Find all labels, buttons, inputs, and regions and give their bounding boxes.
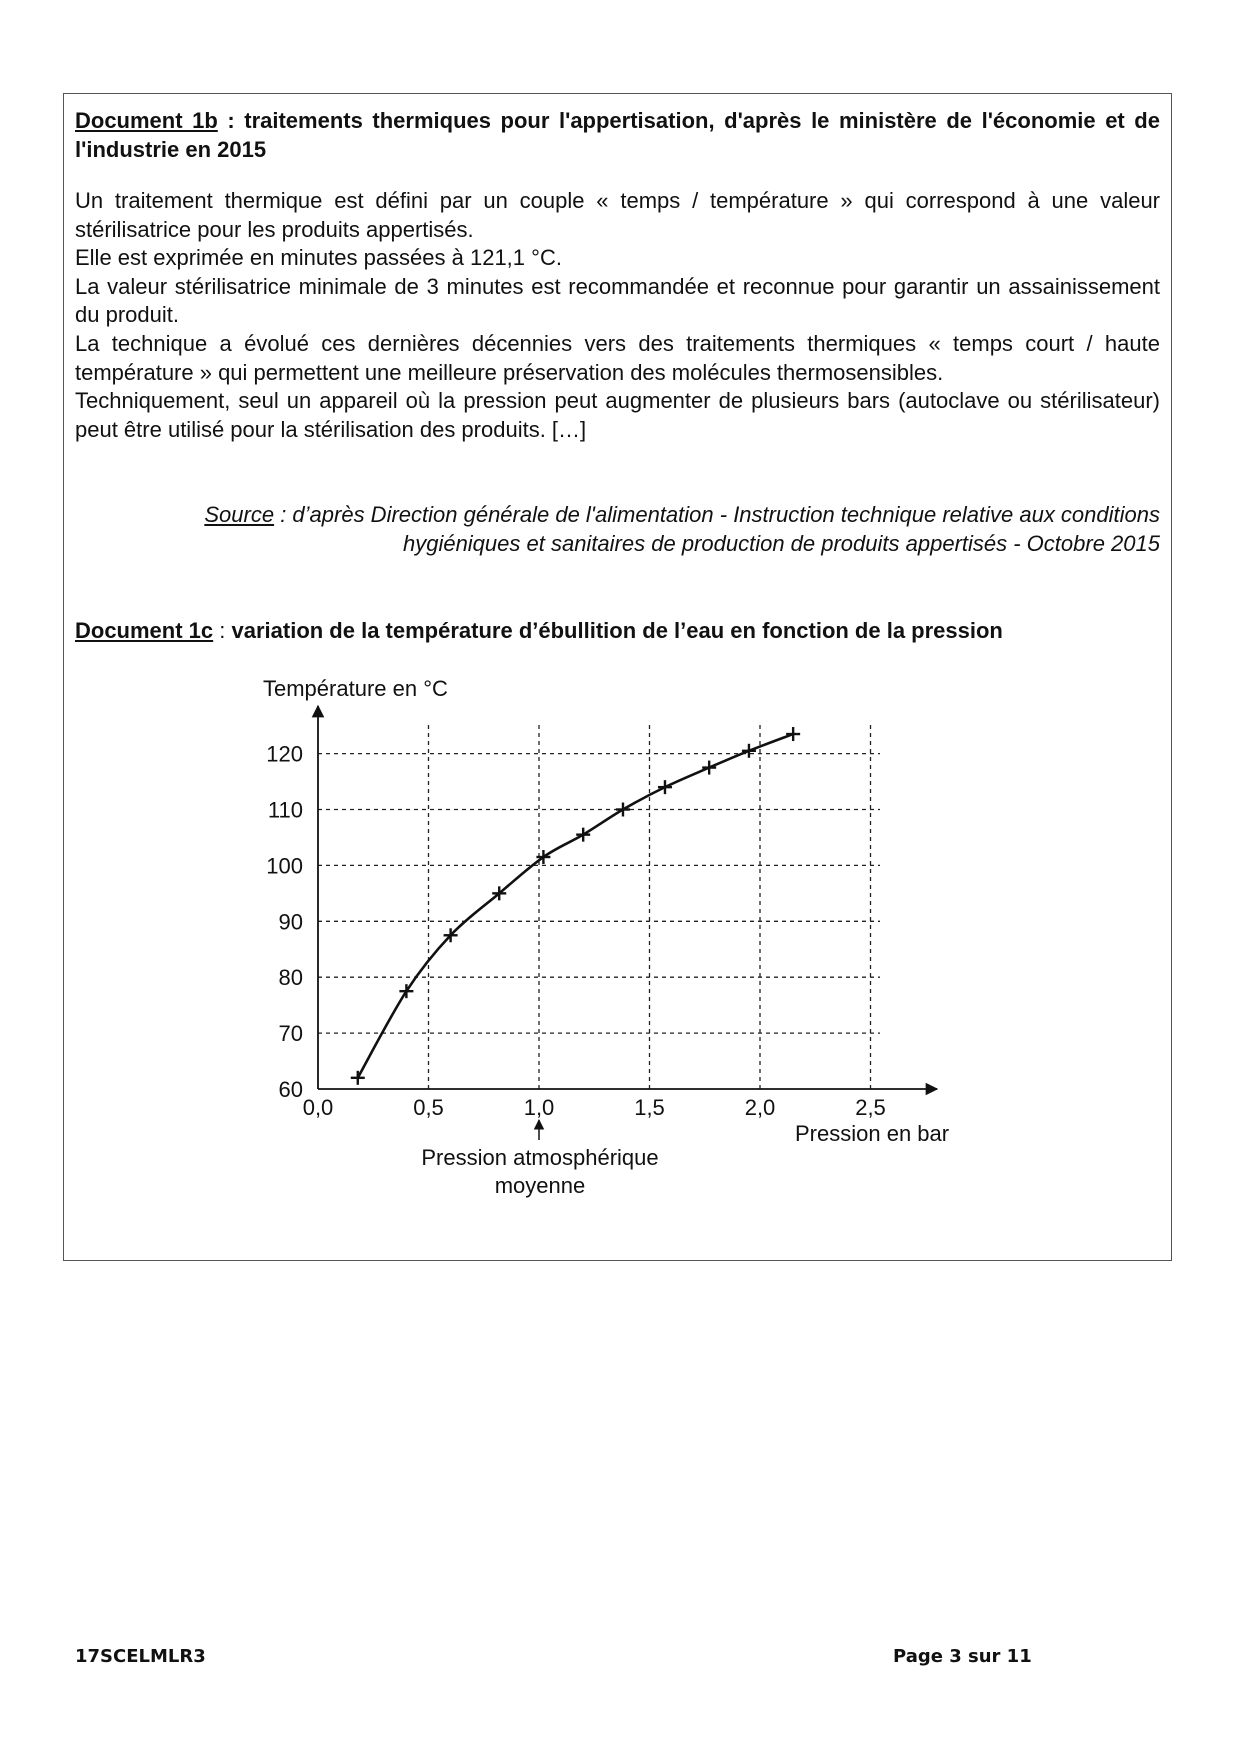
data-point	[351, 1071, 365, 1085]
doc-1b-paragraph: Techniquement, seul un appareil où la pression peut augmenter de plusieurs bars (autoclave ou stérilisateur) peut être utilisé pour la stérilisation des produits. […]	[75, 388, 1160, 442]
data-point	[786, 727, 800, 741]
doc-1c-label: Document 1c	[75, 618, 214, 643]
y-tick-label: 80	[278, 965, 303, 991]
doc-1b-paragraph: Elle est exprimée en minutes passées à 121,1 °C.	[75, 245, 562, 271]
data-point	[702, 761, 716, 775]
doc-1c-title: variation de la température d’ébullition de l’eau en fonction de la pression	[231, 618, 1003, 643]
y-tick-label: 120	[266, 741, 303, 767]
footer-page-number: Page 3 sur 11	[893, 1646, 1032, 1667]
chart-labels	[263, 676, 949, 1198]
y-tick-label: 70	[278, 1021, 303, 1047]
x-tick-label: 2,5	[855, 1095, 886, 1120]
source-label: Source	[204, 502, 275, 527]
chart-points	[351, 727, 800, 1085]
doc-1b-paragraph: La technique a évolué ces dernières décennies vers des traitements thermiques « temps court / haute température » qui permettent une meilleure préservation des molécules thermosensibles.	[75, 330, 1160, 385]
data-point	[742, 744, 756, 758]
y-axis-title: Température en °C	[263, 676, 448, 701]
annotation-line-1: Pression atmosphérique	[421, 1145, 659, 1170]
doc-1b-paragraph: Un traitement thermique est défini par un couple « temps / température » qui correspond à une valeur stérilisatrice pour les produits appertisés.	[75, 188, 1160, 242]
data-point	[576, 828, 590, 842]
chart-ticks	[266, 742, 886, 1120]
doc-1b-paragraph: La valeur stérilisatrice minimale de 3 minutes est recommandée et reconnue pour garantir un assainissement du produit.	[75, 273, 1160, 328]
y-tick-label: 90	[278, 909, 303, 935]
chart-axes	[318, 706, 937, 1089]
x-axis-title: Pression en bar	[795, 1121, 950, 1146]
chart-curve	[358, 734, 793, 1078]
y-tick-label: 110	[267, 797, 303, 823]
data-point	[616, 803, 630, 817]
y-tick-label: 60	[278, 1077, 303, 1102]
doc-1b-title: : traitements thermiques pour l'appertisation, d'après le ministère de l'économie et de l'industrie en 2015	[75, 108, 1160, 162]
boiling-curve-line	[358, 734, 793, 1078]
y-tick-label: 100	[266, 853, 303, 879]
x-tick-label: 0,5	[413, 1095, 444, 1120]
x-tick-label: 1,0	[523, 1095, 555, 1120]
source-text-1: : d’après Direction générale de l'alimentation - Instruction technique relative aux conditions	[274, 502, 1160, 527]
x-tick-label: 1,5	[634, 1095, 665, 1120]
doc-1b-label: Document 1b	[75, 108, 218, 133]
x-tick-label: 0,0	[302, 1095, 334, 1120]
chart-grid	[318, 722, 880, 1089]
x-tick-label: 2,0	[744, 1095, 776, 1120]
doc-1c-sep: :	[213, 618, 232, 643]
data-point	[399, 984, 413, 998]
source-line-2: hygiéniques et sanitaires de production de produits appertisés - Octobre 2015	[402, 531, 1160, 556]
annotation-line-2: moyenne	[494, 1173, 586, 1198]
footer-code: 17SCELMLR3	[75, 1646, 206, 1667]
data-point	[658, 780, 672, 794]
